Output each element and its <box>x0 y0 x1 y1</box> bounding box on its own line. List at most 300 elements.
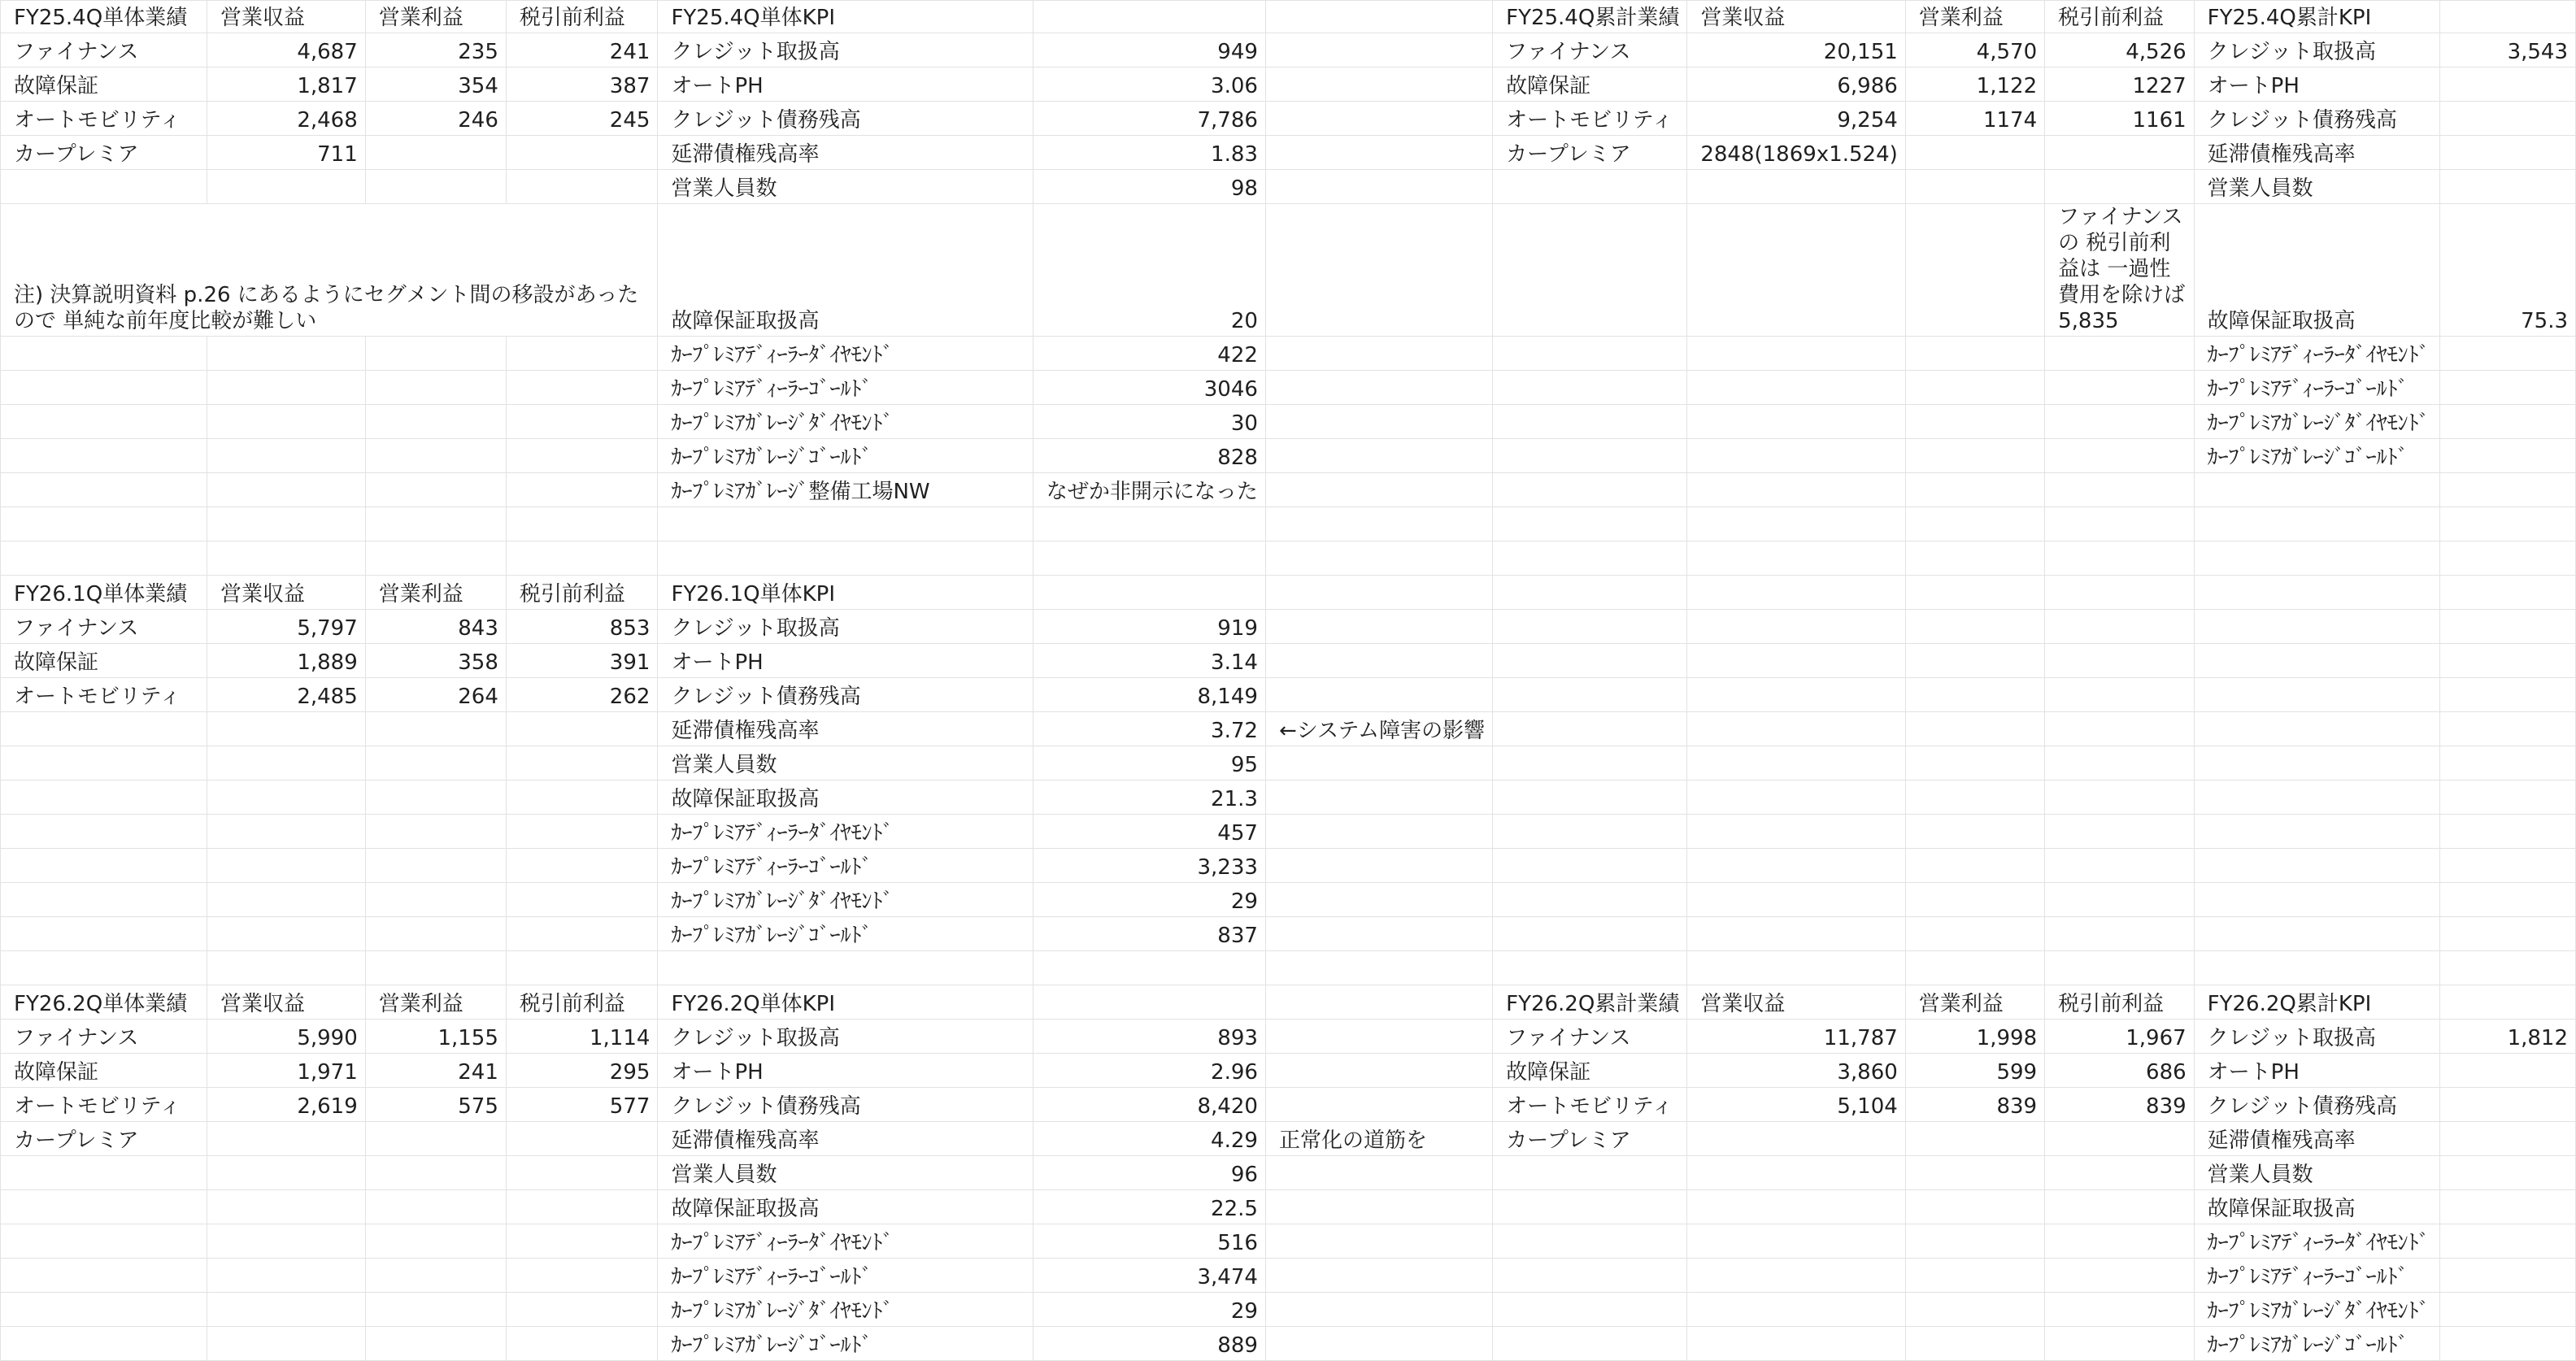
sheet-cell[interactable] <box>2439 746 2575 781</box>
sheet-cell[interactable] <box>1 712 207 746</box>
sheet-cell[interactable] <box>365 951 506 985</box>
sheet-cell[interactable] <box>207 1224 366 1259</box>
sheet-cell[interactable] <box>365 541 506 576</box>
sheet-cell[interactable]: ｶｰﾌﾟﾚﾐｱﾃﾞｨｰﾗｰﾀﾞｲﾔﾓﾝﾄﾞ <box>2194 1224 2439 1259</box>
sheet-cell[interactable] <box>2439 170 2575 204</box>
sheet-cell[interactable] <box>2439 1259 2575 1293</box>
sheet-cell[interactable] <box>1493 337 1687 371</box>
sheet-cell[interactable]: カープレミア <box>1493 136 1687 170</box>
sheet-cell[interactable] <box>1905 849 2044 883</box>
sheet-cell[interactable] <box>1687 883 1905 917</box>
sheet-cell[interactable] <box>2194 473 2439 507</box>
sheet-cell[interactable] <box>1 439 207 473</box>
sheet-cell[interactable] <box>1905 1327 2044 1361</box>
sheet-cell[interactable]: クレジット債務残高 <box>2194 1088 2439 1122</box>
sheet-cell[interactable] <box>2045 815 2195 849</box>
sheet-cell[interactable]: 2.96 <box>1033 1054 1265 1088</box>
sheet-cell[interactable] <box>506 136 658 170</box>
sheet-cell[interactable] <box>1265 102 1492 136</box>
sheet-cell[interactable]: ｶｰﾌﾟﾚﾐｱｶﾞﾚｰｼﾞ整備工場NW <box>658 473 1033 507</box>
sheet-cell[interactable] <box>2439 507 2575 541</box>
sheet-cell[interactable] <box>2439 576 2575 610</box>
sheet-cell[interactable]: ｶｰﾌﾟﾚﾐｱﾃﾞｨｰﾗｰﾀﾞｲﾔﾓﾝﾄﾞ <box>2194 337 2439 371</box>
sheet-cell[interactable] <box>365 1259 506 1293</box>
sheet-cell[interactable]: 故障保証 <box>1 67 207 102</box>
sheet-cell[interactable] <box>1 951 207 985</box>
sheet-cell[interactable] <box>365 473 506 507</box>
sheet-cell[interactable]: 3,474 <box>1033 1259 1265 1293</box>
sheet-cell[interactable] <box>1905 644 2044 678</box>
sheet-cell[interactable] <box>1493 917 1687 951</box>
sheet-cell[interactable]: ファイナンス <box>1 610 207 644</box>
sheet-cell[interactable]: 1227 <box>2045 67 2195 102</box>
sheet-cell[interactable]: 22.5 <box>1033 1190 1265 1224</box>
sheet-cell[interactable]: 故障保証取扱高 <box>658 1190 1033 1224</box>
sheet-cell[interactable] <box>365 1224 506 1259</box>
sheet-cell[interactable] <box>1265 883 1492 917</box>
sheet-cell[interactable] <box>506 1122 658 1156</box>
sheet-cell[interactable] <box>2439 815 2575 849</box>
sheet-cell[interactable]: カープレミア <box>1 136 207 170</box>
sheet-cell[interactable] <box>1265 815 1492 849</box>
sheet-cell[interactable]: 75.3 <box>2439 204 2575 337</box>
sheet-cell[interactable] <box>1905 815 2044 849</box>
sheet-cell[interactable] <box>1687 1190 1905 1224</box>
sheet-cell[interactable]: 949 <box>1033 33 1265 67</box>
sheet-cell[interactable] <box>658 541 1033 576</box>
sheet-cell[interactable] <box>506 1224 658 1259</box>
sheet-cell[interactable]: 391 <box>506 644 658 678</box>
sheet-cell[interactable] <box>1493 439 1687 473</box>
sheet-cell[interactable]: オートPH <box>2194 1054 2439 1088</box>
sheet-cell[interactable] <box>1 917 207 951</box>
sheet-cell[interactable] <box>1 849 207 883</box>
sheet-cell[interactable]: 20,151 <box>1687 33 1905 67</box>
sheet-cell[interactable] <box>2045 781 2195 815</box>
sheet-cell[interactable] <box>506 1190 658 1224</box>
sheet-cell[interactable] <box>2045 1327 2195 1361</box>
sheet-cell[interactable] <box>1493 1190 1687 1224</box>
sheet-cell[interactable] <box>2045 849 2195 883</box>
sheet-cell[interactable]: 828 <box>1033 439 1265 473</box>
sheet-cell[interactable] <box>506 1293 658 1327</box>
sheet-cell[interactable] <box>1493 473 1687 507</box>
sheet-cell[interactable] <box>1 473 207 507</box>
sheet-cell[interactable] <box>1 1224 207 1259</box>
sheet-cell[interactable] <box>207 781 366 815</box>
sheet-cell[interactable] <box>2045 576 2195 610</box>
sheet-cell[interactable] <box>2439 1122 2575 1156</box>
sheet-cell[interactable] <box>1687 917 1905 951</box>
sheet-cell[interactable] <box>1 1259 207 1293</box>
sheet-cell[interactable]: ｶｰﾌﾟﾚﾐｱﾃﾞｨｰﾗｰｺﾞｰﾙﾄﾞ <box>658 1259 1033 1293</box>
sheet-cell[interactable]: 2,468 <box>207 102 366 136</box>
sheet-cell[interactable] <box>1 1327 207 1361</box>
sheet-cell[interactable] <box>2045 541 2195 576</box>
sheet-cell[interactable] <box>1687 610 1905 644</box>
sheet-cell[interactable]: 8,149 <box>1033 678 1265 712</box>
sheet-cell[interactable] <box>1687 1259 1905 1293</box>
sheet-cell[interactable] <box>506 781 658 815</box>
sheet-cell[interactable] <box>2194 917 2439 951</box>
sheet-cell[interactable] <box>506 439 658 473</box>
sheet-cell[interactable] <box>365 507 506 541</box>
sheet-cell[interactable] <box>1265 781 1492 815</box>
sheet-cell[interactable] <box>2194 644 2439 678</box>
sheet-cell[interactable] <box>506 1259 658 1293</box>
sheet-cell[interactable] <box>207 337 366 371</box>
sheet-cell[interactable] <box>1265 371 1492 405</box>
sheet-cell[interactable] <box>2439 1156 2575 1190</box>
sheet-cell[interactable]: 599 <box>1905 1054 2044 1088</box>
sheet-cell[interactable] <box>2439 951 2575 985</box>
sheet-cell[interactable]: 3046 <box>1033 371 1265 405</box>
sheet-cell[interactable]: 246 <box>365 102 506 136</box>
sheet-cell[interactable]: オートPH <box>2194 67 2439 102</box>
sheet-cell[interactable] <box>1033 576 1265 610</box>
sheet-cell[interactable]: 営業収益 <box>207 576 366 610</box>
sheet-cell[interactable] <box>1905 712 2044 746</box>
sheet-cell[interactable]: オートPH <box>658 644 1033 678</box>
sheet-cell[interactable]: ファイナンス <box>1493 1020 1687 1054</box>
sheet-cell[interactable] <box>365 781 506 815</box>
sheet-cell[interactable] <box>506 712 658 746</box>
sheet-cell[interactable] <box>2045 136 2195 170</box>
sheet-cell[interactable] <box>365 439 506 473</box>
sheet-cell[interactable]: 税引前利益 <box>2045 1 2195 33</box>
sheet-cell[interactable] <box>2194 883 2439 917</box>
sheet-cell[interactable]: 正常化の道筋を <box>1265 1122 1492 1156</box>
sheet-cell[interactable] <box>2439 1224 2575 1259</box>
sheet-cell[interactable] <box>1265 67 1492 102</box>
sheet-cell[interactable] <box>207 1293 366 1327</box>
sheet-cell[interactable]: 故障保証 <box>1 644 207 678</box>
sheet-cell[interactable]: 7,786 <box>1033 102 1265 136</box>
sheet-cell[interactable]: 2,619 <box>207 1088 366 1122</box>
sheet-cell[interactable] <box>2439 712 2575 746</box>
sheet-cell[interactable] <box>2045 1224 2195 1259</box>
sheet-cell[interactable] <box>1905 610 2044 644</box>
sheet-cell[interactable] <box>1687 371 1905 405</box>
sheet-cell[interactable]: クレジット取扱高 <box>658 33 1033 67</box>
sheet-cell[interactable] <box>365 917 506 951</box>
sheet-cell[interactable]: 3.14 <box>1033 644 1265 678</box>
sheet-cell[interactable]: 営業利益 <box>1905 1 2044 33</box>
sheet-cell[interactable]: カープレミア <box>1 1122 207 1156</box>
sheet-cell[interactable] <box>2194 541 2439 576</box>
sheet-cell[interactable] <box>1265 1156 1492 1190</box>
sheet-cell[interactable] <box>1 337 207 371</box>
sheet-cell[interactable] <box>207 815 366 849</box>
sheet-cell[interactable]: FY26.2Q累計KPI <box>2194 985 2439 1020</box>
sheet-cell[interactable] <box>1493 1156 1687 1190</box>
sheet-cell[interactable]: ｶｰﾌﾟﾚﾐｱﾃﾞｨｰﾗｰｺﾞｰﾙﾄﾞ <box>2194 1259 2439 1293</box>
sheet-cell[interactable] <box>1265 204 1492 337</box>
sheet-cell[interactable] <box>506 951 658 985</box>
sheet-cell[interactable]: 3,860 <box>1687 1054 1905 1088</box>
sheet-cell[interactable] <box>2194 507 2439 541</box>
sheet-cell[interactable] <box>1 1190 207 1224</box>
sheet-cell[interactable]: 税引前利益 <box>506 576 658 610</box>
sheet-cell[interactable]: ｶｰﾌﾟﾚﾐｱﾃﾞｨｰﾗｰｺﾞｰﾙﾄﾞ <box>658 849 1033 883</box>
sheet-cell[interactable] <box>1687 337 1905 371</box>
sheet-cell[interactable] <box>1905 1190 2044 1224</box>
sheet-cell[interactable]: クレジット取扱高 <box>2194 1020 2439 1054</box>
sheet-cell[interactable] <box>2045 507 2195 541</box>
sheet-cell[interactable] <box>1905 371 2044 405</box>
sheet-cell[interactable] <box>207 405 366 439</box>
sheet-cell[interactable]: 営業利益 <box>365 1 506 33</box>
sheet-cell[interactable]: 853 <box>506 610 658 644</box>
sheet-cell[interactable]: 4,570 <box>1905 33 2044 67</box>
sheet-cell[interactable]: ｶｰﾌﾟﾚﾐｱｶﾞﾚｰｼﾞﾀﾞｲﾔﾓﾝﾄﾞ <box>658 883 1033 917</box>
sheet-cell[interactable] <box>1493 371 1687 405</box>
sheet-cell[interactable] <box>1687 541 1905 576</box>
sheet-cell[interactable] <box>2045 371 2195 405</box>
sheet-cell[interactable] <box>2045 1293 2195 1327</box>
sheet-cell[interactable]: 注) 決算説明資料 p.26 にあるようにセグメント間の移設があったので 単純な前年度比較が難しい <box>1 204 658 337</box>
sheet-cell[interactable] <box>1265 610 1492 644</box>
sheet-cell[interactable]: 711 <box>207 136 366 170</box>
sheet-cell[interactable] <box>506 473 658 507</box>
sheet-cell[interactable] <box>1265 337 1492 371</box>
sheet-cell[interactable]: クレジット取扱高 <box>658 610 1033 644</box>
sheet-cell[interactable] <box>1687 1224 1905 1259</box>
sheet-cell[interactable] <box>2045 1122 2195 1156</box>
sheet-cell[interactable] <box>1265 917 1492 951</box>
sheet-cell[interactable] <box>1493 1224 1687 1259</box>
sheet-cell[interactable] <box>1905 1224 2044 1259</box>
sheet-cell[interactable]: 故障保証取扱高 <box>658 204 1033 337</box>
sheet-cell[interactable] <box>1493 712 1687 746</box>
sheet-cell[interactable] <box>2439 337 2575 371</box>
sheet-cell[interactable]: 税引前利益 <box>506 985 658 1020</box>
sheet-cell[interactable] <box>365 849 506 883</box>
sheet-cell[interactable]: 889 <box>1033 1327 1265 1361</box>
sheet-cell[interactable] <box>1493 815 1687 849</box>
sheet-cell[interactable] <box>1265 405 1492 439</box>
sheet-cell[interactable]: 30 <box>1033 405 1265 439</box>
sheet-cell[interactable] <box>1905 1122 2044 1156</box>
sheet-cell[interactable] <box>506 849 658 883</box>
sheet-cell[interactable] <box>2439 917 2575 951</box>
sheet-cell[interactable] <box>365 1122 506 1156</box>
sheet-cell[interactable]: オートモビリティ <box>1493 102 1687 136</box>
sheet-cell[interactable] <box>1265 1190 1492 1224</box>
sheet-cell[interactable]: 29 <box>1033 1293 1265 1327</box>
sheet-cell[interactable] <box>2194 849 2439 883</box>
sheet-cell[interactable]: カープレミア <box>1493 1122 1687 1156</box>
sheet-cell[interactable] <box>2439 371 2575 405</box>
sheet-cell[interactable]: 延滞債権残高率 <box>658 1122 1033 1156</box>
sheet-cell[interactable] <box>506 1156 658 1190</box>
sheet-cell[interactable] <box>2439 644 2575 678</box>
sheet-cell[interactable]: 5,990 <box>207 1020 366 1054</box>
sheet-cell[interactable]: 5,797 <box>207 610 366 644</box>
sheet-cell[interactable] <box>2439 473 2575 507</box>
sheet-cell[interactable]: 4.29 <box>1033 1122 1265 1156</box>
sheet-cell[interactable]: 1,817 <box>207 67 366 102</box>
sheet-cell[interactable]: 3.72 <box>1033 712 1265 746</box>
sheet-cell[interactable] <box>2194 610 2439 644</box>
sheet-cell[interactable] <box>2045 473 2195 507</box>
sheet-cell[interactable] <box>1905 746 2044 781</box>
sheet-cell[interactable] <box>2439 1054 2575 1088</box>
sheet-cell[interactable] <box>365 405 506 439</box>
sheet-cell[interactable] <box>1493 576 1687 610</box>
sheet-cell[interactable] <box>2045 405 2195 439</box>
sheet-cell[interactable] <box>2439 541 2575 576</box>
sheet-cell[interactable] <box>1687 204 1905 337</box>
sheet-cell[interactable] <box>1905 678 2044 712</box>
sheet-cell[interactable] <box>1687 746 1905 781</box>
sheet-cell[interactable] <box>365 337 506 371</box>
sheet-cell[interactable] <box>2194 746 2439 781</box>
sheet-cell[interactable] <box>1493 951 1687 985</box>
sheet-cell[interactable] <box>1493 781 1687 815</box>
sheet-cell[interactable]: ｶｰﾌﾟﾚﾐｱｶﾞﾚｰｼﾞｺﾞｰﾙﾄﾞ <box>658 1327 1033 1361</box>
sheet-cell[interactable] <box>207 1327 366 1361</box>
sheet-cell[interactable] <box>1905 1156 2044 1190</box>
sheet-cell[interactable] <box>2045 439 2195 473</box>
sheet-cell[interactable]: 2,485 <box>207 678 366 712</box>
sheet-cell[interactable] <box>207 170 366 204</box>
sheet-cell[interactable] <box>2045 337 2195 371</box>
sheet-cell[interactable] <box>506 883 658 917</box>
sheet-cell[interactable]: 575 <box>365 1088 506 1122</box>
sheet-cell[interactable] <box>1687 405 1905 439</box>
sheet-cell[interactable] <box>506 917 658 951</box>
sheet-cell[interactable] <box>1 541 207 576</box>
sheet-cell[interactable] <box>658 507 1033 541</box>
sheet-cell[interactable]: 延滞債権残高率 <box>658 712 1033 746</box>
sheet-cell[interactable]: 税引前利益 <box>2045 985 2195 1020</box>
sheet-cell[interactable]: ｶｰﾌﾟﾚﾐｱｶﾞﾚｰｼﾞﾀﾞｲﾔﾓﾝﾄﾞ <box>658 1293 1033 1327</box>
sheet-cell[interactable] <box>1687 1327 1905 1361</box>
sheet-cell[interactable] <box>1687 951 1905 985</box>
sheet-cell[interactable] <box>2439 1 2575 33</box>
sheet-cell[interactable] <box>2045 678 2195 712</box>
sheet-cell[interactable]: 営業収益 <box>207 1 366 33</box>
sheet-cell[interactable] <box>506 1327 658 1361</box>
sheet-cell[interactable]: 4,526 <box>2045 33 2195 67</box>
sheet-cell[interactable]: 264 <box>365 678 506 712</box>
sheet-cell[interactable] <box>1493 644 1687 678</box>
sheet-cell[interactable] <box>1265 507 1492 541</box>
sheet-cell[interactable] <box>2194 576 2439 610</box>
sheet-cell[interactable] <box>2439 1293 2575 1327</box>
sheet-cell[interactable] <box>1265 1293 1492 1327</box>
sheet-cell[interactable] <box>1687 678 1905 712</box>
sheet-cell[interactable]: クレジット取扱高 <box>658 1020 1033 1054</box>
sheet-cell[interactable]: オートモビリティ <box>1 102 207 136</box>
sheet-cell[interactable] <box>1265 644 1492 678</box>
sheet-cell[interactable] <box>1265 1327 1492 1361</box>
sheet-cell[interactable] <box>1 170 207 204</box>
sheet-cell[interactable] <box>1 746 207 781</box>
sheet-cell[interactable] <box>1687 439 1905 473</box>
sheet-cell[interactable]: オートモビリティ <box>1 678 207 712</box>
sheet-cell[interactable] <box>1905 883 2044 917</box>
sheet-cell[interactable] <box>2045 951 2195 985</box>
sheet-cell[interactable]: ファイナンス <box>1 33 207 67</box>
sheet-cell[interactable]: FY26.1Q単体KPI <box>658 576 1033 610</box>
sheet-cell[interactable] <box>1 1293 207 1327</box>
sheet-cell[interactable] <box>1905 1259 2044 1293</box>
sheet-cell[interactable]: 故障保証 <box>1493 1054 1687 1088</box>
sheet-cell[interactable]: 1,998 <box>1905 1020 2044 1054</box>
sheet-cell[interactable] <box>1687 170 1905 204</box>
sheet-cell[interactable] <box>1265 541 1492 576</box>
sheet-cell[interactable]: 営業人員数 <box>658 746 1033 781</box>
sheet-cell[interactable] <box>506 746 658 781</box>
sheet-cell[interactable] <box>1687 781 1905 815</box>
sheet-cell[interactable]: FY26.2Q単体KPI <box>658 985 1033 1020</box>
sheet-cell[interactable]: FY26.1Q単体業績 <box>1 576 207 610</box>
sheet-cell[interactable] <box>2194 712 2439 746</box>
sheet-cell[interactable]: 営業人員数 <box>658 170 1033 204</box>
sheet-cell[interactable] <box>1905 917 2044 951</box>
sheet-cell[interactable]: 1174 <box>1905 102 2044 136</box>
sheet-cell[interactable]: 9,254 <box>1687 102 1905 136</box>
sheet-cell[interactable] <box>506 337 658 371</box>
sheet-cell[interactable] <box>2045 1259 2195 1293</box>
sheet-cell[interactable]: 686 <box>2045 1054 2195 1088</box>
sheet-cell[interactable]: ｶｰﾌﾟﾚﾐｱｶﾞﾚｰｼﾞｺﾞｰﾙﾄﾞ <box>2194 1327 2439 1361</box>
sheet-cell[interactable]: 営業収益 <box>207 985 366 1020</box>
sheet-cell[interactable]: 営業利益 <box>365 576 506 610</box>
sheet-cell[interactable] <box>1905 951 2044 985</box>
sheet-cell[interactable]: 故障保証取扱高 <box>658 781 1033 815</box>
sheet-cell[interactable]: 358 <box>365 644 506 678</box>
sheet-cell[interactable]: 6,986 <box>1687 67 1905 102</box>
sheet-cell[interactable]: なぜか非開示になった <box>1033 473 1265 507</box>
sheet-cell[interactable]: ｶｰﾌﾟﾚﾐｱﾃﾞｨｰﾗｰﾀﾞｲﾔﾓﾝﾄﾞ <box>658 1224 1033 1259</box>
sheet-cell[interactable]: 1,967 <box>2045 1020 2195 1054</box>
sheet-cell[interactable] <box>2045 712 2195 746</box>
sheet-cell[interactable] <box>2439 67 2575 102</box>
sheet-cell[interactable] <box>1905 136 2044 170</box>
sheet-cell[interactable]: クレジット取扱高 <box>2194 33 2439 67</box>
sheet-cell[interactable] <box>2194 678 2439 712</box>
sheet-cell[interactable]: 営業利益 <box>365 985 506 1020</box>
sheet-cell[interactable]: 1,155 <box>365 1020 506 1054</box>
sheet-cell[interactable] <box>1265 951 1492 985</box>
sheet-cell[interactable] <box>1687 473 1905 507</box>
sheet-cell[interactable] <box>2045 644 2195 678</box>
sheet-cell[interactable] <box>1905 576 2044 610</box>
sheet-cell[interactable]: 1161 <box>2045 102 2195 136</box>
sheet-cell[interactable] <box>207 951 366 985</box>
sheet-cell[interactable]: クレジット債務残高 <box>658 678 1033 712</box>
sheet-cell[interactable] <box>365 712 506 746</box>
sheet-cell[interactable] <box>207 1259 366 1293</box>
sheet-cell[interactable]: FY25.4Q累計業績 <box>1493 1 1687 33</box>
sheet-cell[interactable] <box>365 746 506 781</box>
sheet-cell[interactable]: 21.3 <box>1033 781 1265 815</box>
sheet-cell[interactable] <box>1265 849 1492 883</box>
sheet-cell[interactable]: 11,787 <box>1687 1020 1905 1054</box>
sheet-cell[interactable]: 延滞債権残高率 <box>2194 136 2439 170</box>
sheet-cell[interactable]: 422 <box>1033 337 1265 371</box>
sheet-cell[interactable] <box>506 371 658 405</box>
sheet-cell[interactable] <box>365 883 506 917</box>
sheet-cell[interactable] <box>2194 781 2439 815</box>
sheet-cell[interactable]: 893 <box>1033 1020 1265 1054</box>
sheet-cell[interactable]: 故障保証取扱高 <box>2194 204 2439 337</box>
sheet-cell[interactable] <box>2045 170 2195 204</box>
sheet-cell[interactable] <box>2439 985 2575 1020</box>
